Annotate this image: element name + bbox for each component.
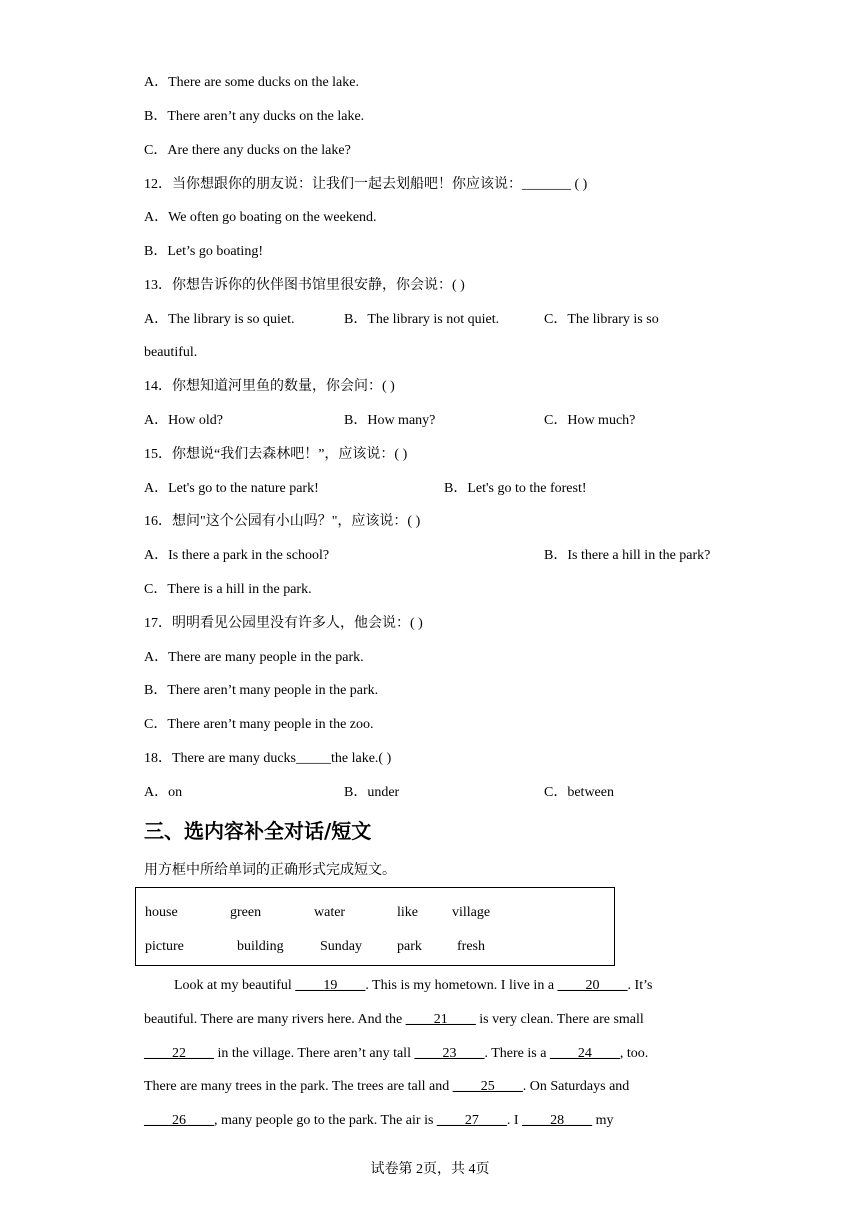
blank-26[interactable]: ____26____ [144,1113,214,1128]
word-box-item: house [145,905,178,920]
q14-option-b: B．How many? [344,413,436,428]
q13-option-c: C．The library is so [544,312,659,327]
q11-option-b: B．There aren’t any ducks on the lake. [144,109,365,124]
passage-text: . There is a [484,1046,550,1061]
blank-24[interactable]: ____24____ [549,1046,620,1061]
passage-text: . It’s [627,978,653,993]
blank-20[interactable]: ____20____ [557,978,628,993]
passage-line [144,1010,644,1030]
q18-option-b: B．under [344,785,400,800]
q14-option-a: A．How old? [144,413,223,428]
passage-text: Look at my beautiful [174,978,296,993]
blank-28[interactable]: ____28____ [522,1113,593,1128]
passage-text: , many people go to the park. The air is [214,1113,437,1128]
passage-text: . I [506,1113,523,1128]
passage-text: . This is my hometown. I live in a [365,978,558,993]
passage-text: . On Saturdays and [522,1079,630,1094]
q18-stem: 18．There are many ducks_____the lake.( ) [144,751,392,766]
word-box-item: park [397,939,422,954]
q18-option-c: C．between [544,785,614,800]
passage-text: my [592,1113,614,1128]
q13-option-a: A．The library is so quiet. [144,312,295,327]
passage-line [144,1111,613,1131]
word-box-item: Sunday [320,939,362,954]
blank-19[interactable]: ____19____ [295,978,366,993]
q11-option-a: A．There are some ducks on the lake. [144,75,359,90]
q16-option-c: C．There is a hill in the park. [144,582,312,597]
blank-25[interactable]: ____25____ [452,1079,523,1094]
q18-option-a: A．on [144,785,183,800]
q15-stem: 15．你想说“我们去森林吧！”，应该说：( ) [144,447,408,462]
q12-option-b: B．Let’s go boating! [144,244,263,259]
page-footer: 试卷第 2页，共 4页 [370,1162,490,1177]
word-box-item: like [397,905,418,920]
q13-stem: 13．你想告诉你的伙伴图书馆里很安静，你会说：( ) [144,278,465,293]
word-box-item: fresh [457,939,485,954]
word-box-item: water [314,905,346,920]
q16-option-b: B．Is there a hill in the park? [544,548,711,563]
q14-option-c: C．How much? [544,413,636,428]
word-box-item: picture [145,939,184,954]
q15-option-b: B．Let's go to the forest! [444,481,587,496]
q14-stem: 14．你想知道河里鱼的数量，你会问：( ) [144,379,395,394]
section-instruction: 用方框中所给单词的正确形式完成短文。 [144,863,396,878]
q17-option-b: B．There aren’t many people in the park. [144,683,379,698]
q17-option-a: A．There are many people in the park. [144,650,364,665]
q11-option-c: C．Are there any ducks on the lake? [144,143,351,158]
passage-line [174,976,652,996]
q15-option-a: A．Let's go to the nature park! [144,481,319,496]
blank-23[interactable]: ____23____ [414,1046,485,1061]
passage-text: , too. [619,1046,649,1061]
q13-option-c-continued: beautiful. [144,345,198,360]
passage-line [144,1077,629,1097]
passage-text: in the village. There aren’t any tall [214,1046,415,1061]
passage-text: beautiful. There are many rivers here. And the [144,1012,406,1027]
passage-line [144,1044,648,1064]
word-box [135,887,615,966]
q17-stem: 17．明明看见公园里没有许多人，他会说：( ) [144,616,423,631]
section-heading: 三、选内容补全对话/短文 [144,819,372,843]
q16-option-a: A．Is there a park in the school? [144,548,330,563]
word-box-item: building [237,939,284,954]
blank-21[interactable]: ____21____ [405,1012,476,1027]
q12-option-a: A．We often go boating on the weekend. [144,210,377,225]
word-box-item: green [230,905,262,920]
blank-27[interactable]: ____27____ [436,1113,507,1128]
passage-text: There are many trees in the park. The trees are tall and [144,1079,453,1094]
q12-stem: 12．当你想跟你的朋友说：让我们一起去划船吧！你应该说：_______ ( ) [144,177,588,192]
word-box-item: village [452,905,491,920]
passage-text: is very clean. There are small [475,1012,644,1027]
q17-option-c: C．There aren’t many people in the zoo. [144,717,374,732]
blank-22[interactable]: ____22____ [144,1046,214,1061]
q13-option-b: B．The library is not quiet. [344,312,500,327]
q16-stem: 16．想问"这个公园有小山吗？"，应该说：( ) [144,514,421,529]
